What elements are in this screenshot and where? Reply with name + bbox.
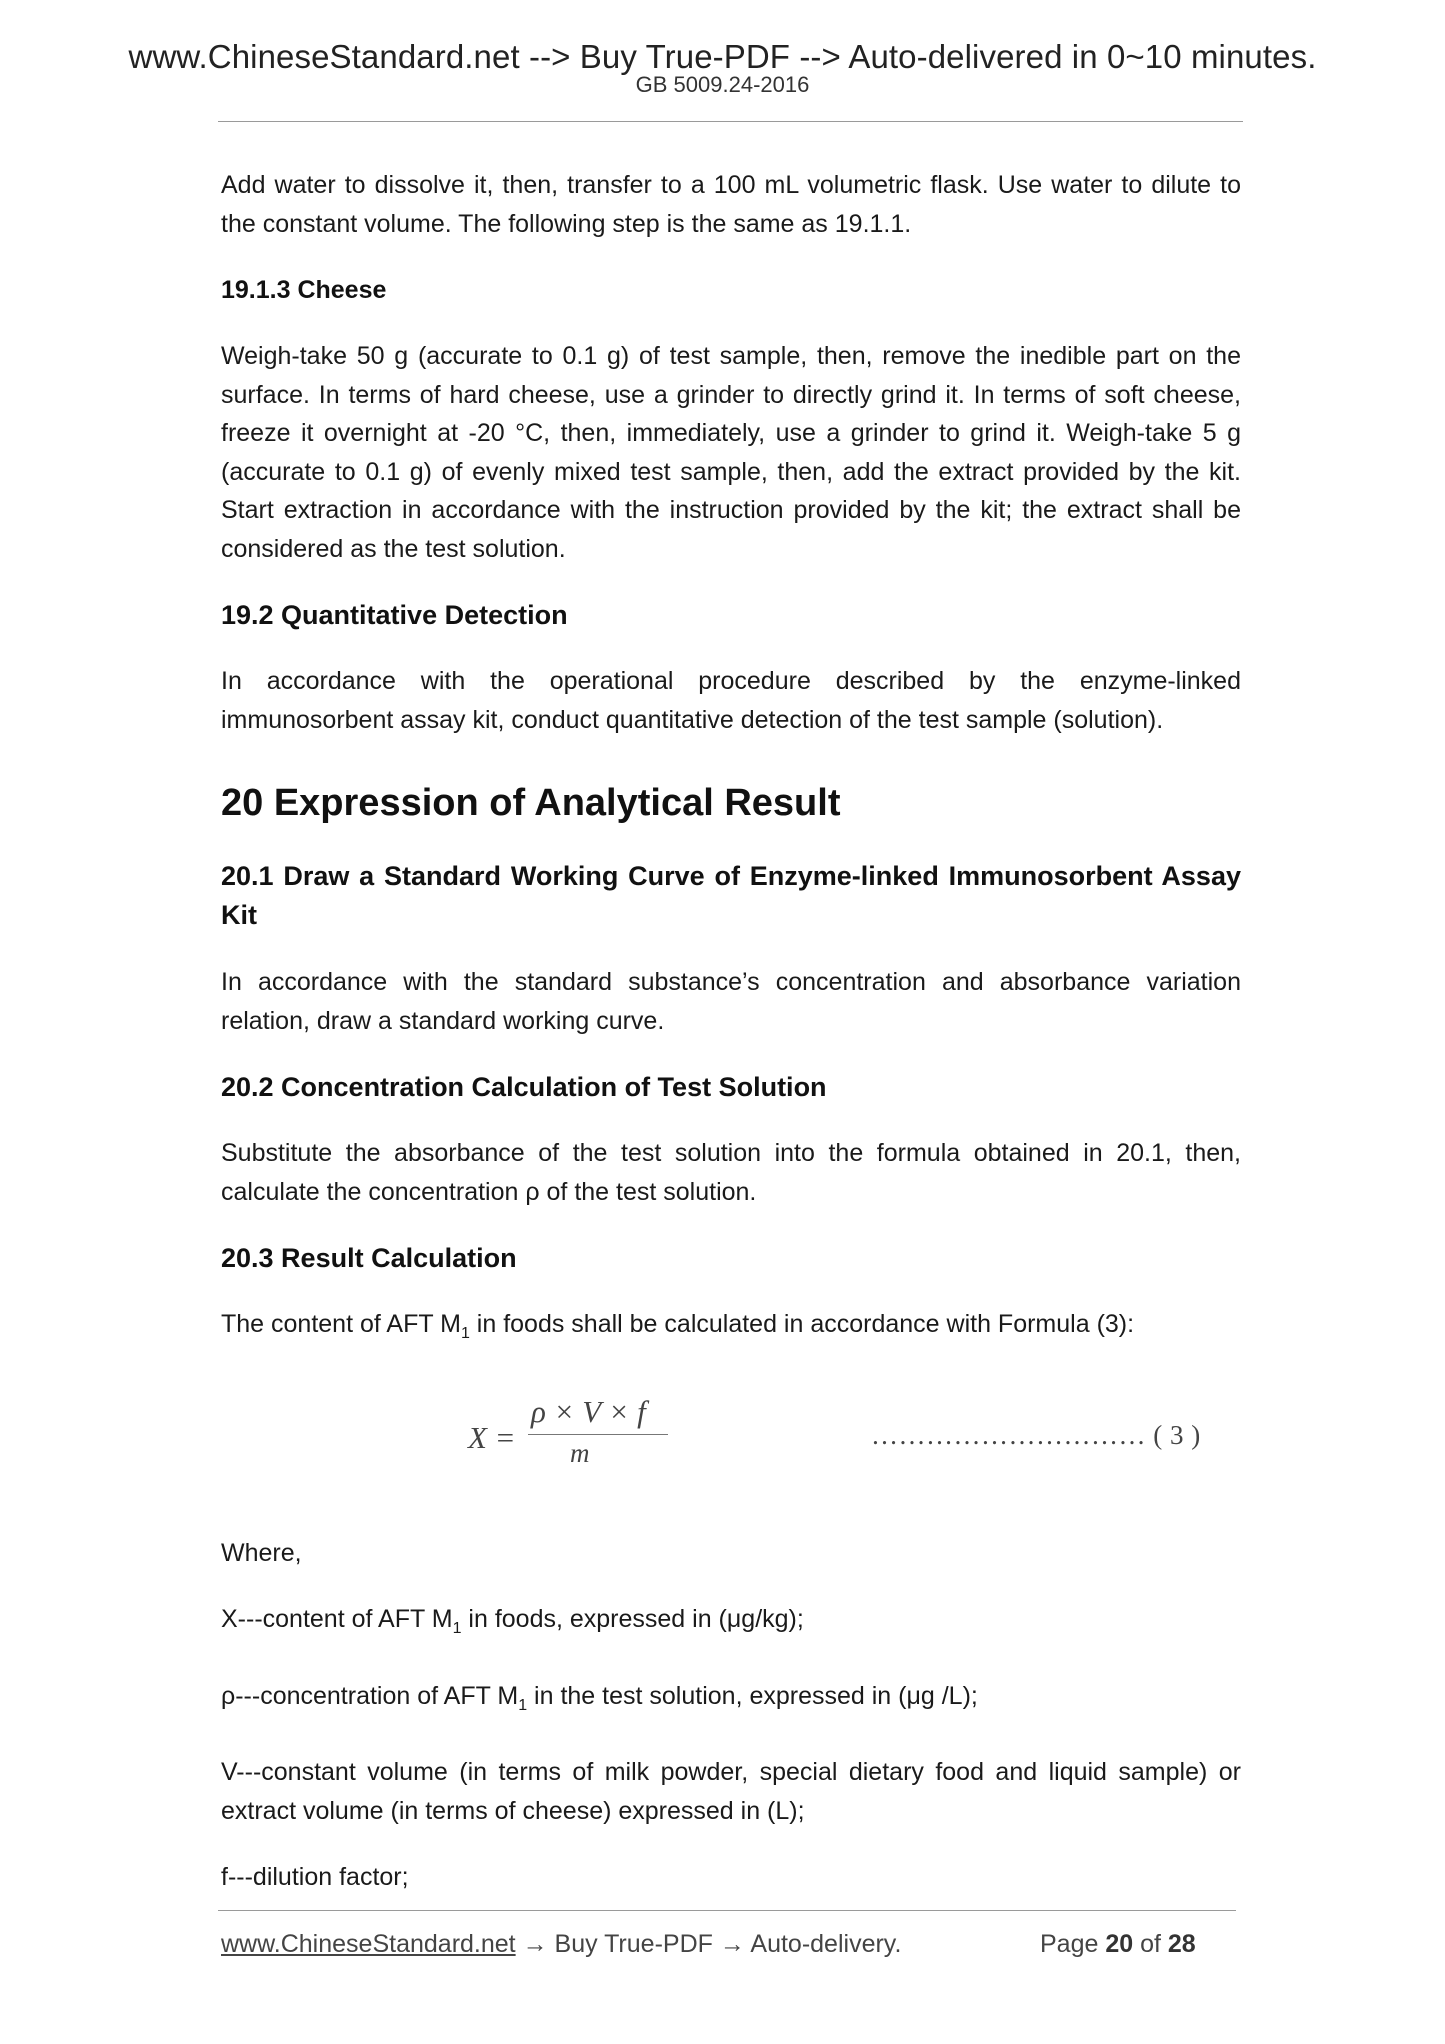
formula-3 (221, 1393, 1241, 1498)
footer-text: → Buy True-PDF → Auto-delivery. (515, 1930, 902, 1958)
definition-rho: ρ---concentration of AFT $M_1$ in the test solution, expressed in (μg /L); (221, 1681, 978, 1714)
formula-lhs: X = (468, 1419, 516, 1455)
page-number: 20 (1105, 1930, 1134, 1958)
paragraph-20-2: Substitute the absorbance of the test solution into the formula obtained in 20.1, then, calculate the concentration ρ of the test solution. (221, 1139, 1241, 1206)
formula-numerator: ρ × V × f (531, 1393, 646, 1429)
standard-code: GB 5009.24-2016 (635, 72, 810, 97)
heading-20-2: 20.2 Concentration Calculation of Test Solution (221, 1072, 827, 1102)
formula-denominator: m (570, 1437, 590, 1468)
footer-left (221, 1930, 901, 1959)
heading-20-1: 20.1 Draw a Standard Working Curve of Enzyme-linked Immunosorbent Assay Kit (221, 861, 1241, 930)
page-total: 28 (1167, 1930, 1196, 1958)
paragraph-cheese: Weigh-take 50 g (accurate to 0.1 g) of test sample, then, remove the inedible part on the surface. In terms of hard cheese, use a grinder to directly grind it. In terms of soft cheese, freeze it overnight at -20 °C, then, immediately, use a grinder to grind it. Weigh-take 5 g (accurate to 0.1 g) of evenly mixed test sample, then, add the extract provided by the kit. Start extraction in accordance with the instruction provided by the kit; the extract shall be considered as the test solution. (221, 342, 1241, 563)
where-label: Where, (221, 1538, 302, 1567)
top-banner: www.ChineseStandard.net --> Buy True-PDF --> Auto-delivered in 0~10 minutes. (128, 38, 1317, 75)
paragraph-19-2: In accordance with the operational procedure described by the enzyme-linked immunosorbent assay kit, conduct quantitative detection of the test sample (solution). (221, 667, 1241, 734)
heading-19-1-3: 19.1.3 Cheese (221, 276, 387, 304)
page-indicator: Page 20 of 28 (1040, 1930, 1196, 1958)
header-divider (218, 121, 1243, 122)
heading-19-2: 19.2 Quantitative Detection (221, 600, 568, 630)
footer-link[interactable]: www.ChineseStandard.net (221, 1930, 516, 1958)
fraction-bar (528, 1434, 668, 1435)
definition-x: X---content of AFT $M_1$ in foods, expressed in (μg/kg); (221, 1605, 804, 1637)
page-content (221, 166, 1241, 1897)
paragraph-20-3: The content of AFT $M_1$ in foods shall be calculated in accordance with Formula (3): (221, 1310, 1135, 1342)
formula-number: ………………………… ( 3 ) (871, 1419, 1201, 1450)
definition-v: V---constant volume (in terms of milk powder, special dietary food and liquid sample) or extract volume (in terms of cheese) expressed in (L); (221, 1758, 1241, 1825)
paragraph-intro: Add water to dissolve it, then, transfer to a 100 mL volumetric flask. Use water to dilute to the constant volume. The following step is the same as 19.1.1. (221, 171, 1241, 238)
definition-f: f---dilution factor; (221, 1863, 409, 1891)
footer-divider (218, 1910, 1236, 1911)
paragraph-20-1: In accordance with the standard substance’s concentration and absorbance variation relation, draw a standard working curve. (221, 968, 1241, 1035)
heading-20-3: 20.3 Result Calculation (221, 1243, 517, 1273)
heading-20: 20 Expression of Analytical Result (221, 782, 841, 824)
